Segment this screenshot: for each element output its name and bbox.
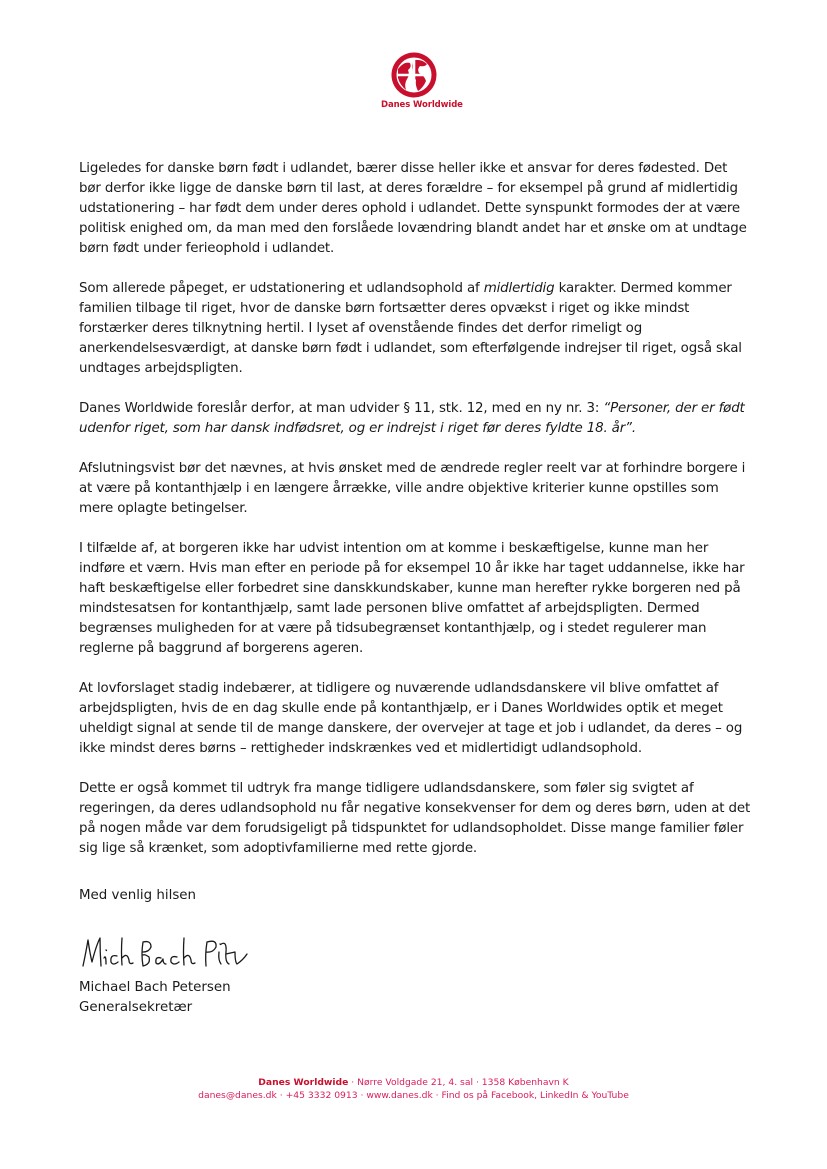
signer-name: Michael Bach Petersen	[79, 980, 231, 995]
paragraph-1: Ligeledes for danske børn født i udlandet, bærer disse heller ikke et ansvar for deres fødested. Det bør derfor ikke ligge de danske børn til last, at deres forældre – for eksempel på grund af midlertidig udstationering – har født dem under deres ophold i udlandet. Dette synspunkt formodes der at være politisk enighed om, da man med den forslåede lovændring blandt andet har et ønske om at undtage børn født under ferieophold i udlandet.	[79, 161, 747, 256]
logo-brand-text: Danes Worldwide	[381, 100, 463, 110]
signer-title: Generalsekretær	[79, 1000, 193, 1015]
paragraph-5: I tilfælde af, at borgeren ikke har udvist intention om at komme i beskæftigelse, kunne man her indføre et værn. Hvis man efter en periode på for eksempel 10 år ikke har taget uddannelse, ikke har haft beskæftigelse eller forbedret sine danskkundskaber, kunne man herefter rykke borgeren ned på mindstesatsen for kontanthjælp, samt lade personen blive omfattet af arbejdspligten. Dermed begrænses muligheden for at være på tidsubegrænset kontanthjælp, og i stedet regulerer man reglerne på baggrund af borgerens ageren.	[79, 541, 745, 656]
footer-contact-line: danes@danes.dk · +45 3332 0913 · www.danes.dk · Find os på Facebook, LinkedIn & YouTube	[198, 1090, 629, 1101]
signer-block	[79, 978, 231, 1018]
footer-brand: Danes Worldwide	[258, 1077, 349, 1088]
paragraph-4: Afslutningsvist bør det nævnes, at hvis ønsket med de ændrede regler reelt var at forhindre borgere i at være på kontanthjælp i en længere årrække, ville andre objektive kriterier kunne opstilles som mere oplagte betingelser.	[79, 461, 746, 516]
logo	[381, 51, 463, 110]
footer-address: · Nørre Voldgade 21, 4. sal · 1358 København K	[348, 1077, 569, 1088]
globe-icon	[381, 51, 446, 99]
paragraph-7: Dette er også kommet til udtryk fra mange tidligere udlandsdanskere, som føler sig svigtet af regeringen, da deres udlandsophold nu får negative konsekvenser for dem og deres børn, uden at det på nogen måde var dem forudsigeligt på tidspunktet for udlandsopholdet. Disse mange familier føler sig lige så krænket, som adoptivfamilierne med rette gjorde.	[79, 781, 751, 856]
footer-address-line	[0, 1076, 827, 1089]
footer	[0, 1076, 827, 1102]
letter-body	[79, 159, 751, 879]
paragraph-3: Danes Worldwide foreslår derfor, at man udvider § 11, stk. 12, med en ny nr. 3: “Personer, der er født udenfor riget, som har dansk indfødsret, og er indrejst i riget før deres fyldte 18. år”.	[79, 401, 745, 436]
signature	[79, 930, 249, 974]
closing: Med venlig hilsen	[79, 888, 197, 903]
paragraph-6: At lovforslaget stadig indebærer, at tidligere og nuværende udlandsdanskere vil blive omfattet af arbejdspligten, hvis de en dag skulle ende på kontanthjælp, er i Danes Worldwides optik et meget uheldigt signal at sende til de mange danskere, der overvejer at tage et job i udlandet, da deres – og ikke mindst deres børns – rettigheder indskrænkes ved et midlertidigt udlandsophold.	[79, 681, 743, 756]
paragraph-2: Som allerede påpeget, er udstationering et udlandsophold af midlertidig karakter. Dermed kommer familien tilbage til riget, hvor de danske børn fortsætter deres opvækst i riget og ikke mindst forstærker deres tilknytning hertil. I lyset af ovenstående findes det derfor rimeligt og anerkendelsesværdigt, at danske børn født i udlandet, som efterfølgende indrejser til riget, også skal undtages arbejdspligten.	[79, 281, 742, 376]
